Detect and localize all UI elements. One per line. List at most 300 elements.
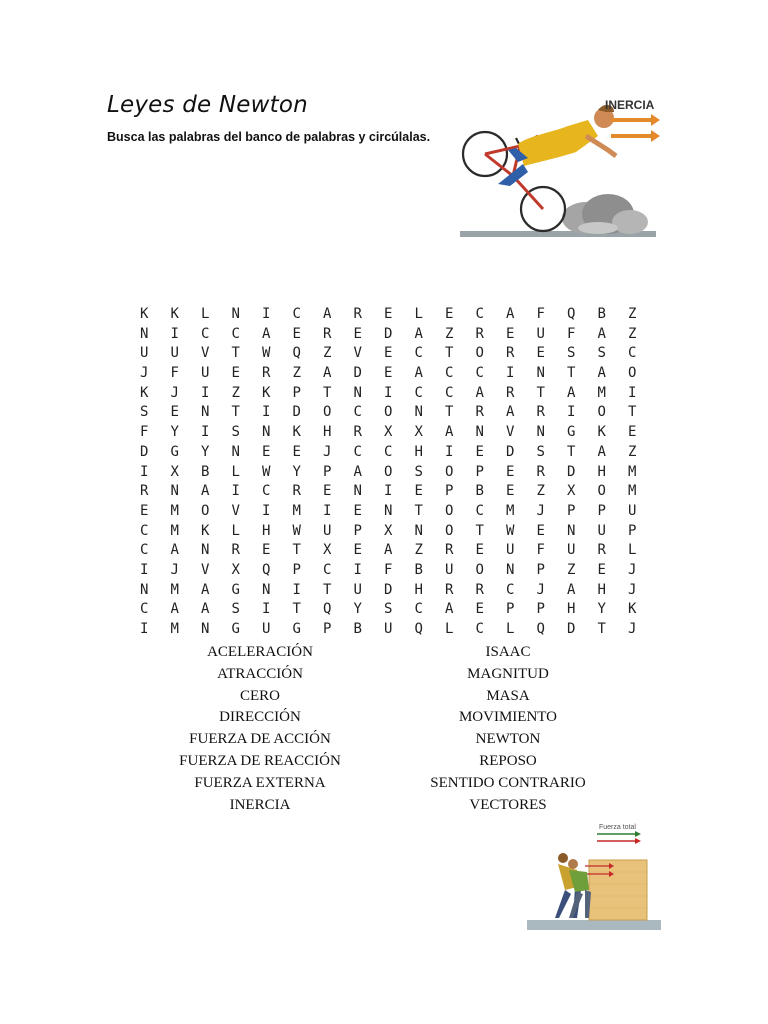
grid-letter[interactable]: T: [445, 404, 454, 421]
word-bank-left: [160, 642, 360, 816]
grid-letter[interactable]: T: [292, 542, 301, 559]
grid-letter[interactable]: A: [170, 542, 179, 559]
grid-letter[interactable]: J: [536, 502, 545, 519]
grid-letter[interactable]: E: [536, 345, 545, 362]
grid-letter[interactable]: V: [201, 345, 210, 362]
grid-letter[interactable]: E: [353, 502, 362, 519]
rocks: [562, 194, 648, 234]
grid-letter[interactable]: Z: [628, 325, 637, 342]
grid-letter[interactable]: R: [353, 306, 362, 322]
grid-letter[interactable]: P: [292, 561, 301, 578]
grid-letter[interactable]: C: [414, 601, 423, 618]
grid-letter[interactable]: Z: [567, 561, 576, 578]
grid-letter[interactable]: R: [292, 483, 301, 500]
grid-letter[interactable]: P: [445, 483, 454, 500]
grid-letter[interactable]: E: [597, 561, 606, 578]
grid-letter[interactable]: H: [567, 601, 576, 618]
grid-letter[interactable]: K: [628, 601, 637, 618]
grid-letter[interactable]: P: [628, 522, 637, 539]
grid-letter[interactable]: P: [475, 463, 484, 480]
grid-letter[interactable]: C: [353, 404, 362, 421]
grid-letter[interactable]: D: [353, 365, 362, 382]
grid-letter[interactable]: Z: [323, 345, 332, 362]
grid-letter[interactable]: Z: [231, 384, 240, 401]
grid-letter[interactable]: I: [323, 502, 332, 519]
grid-letter[interactable]: I: [201, 384, 210, 401]
grid-letter[interactable]: C: [262, 483, 271, 500]
grid-letter[interactable]: N: [231, 443, 240, 460]
grid-letter[interactable]: D: [140, 443, 149, 460]
grid-letter[interactable]: M: [170, 621, 179, 637]
grid-letter[interactable]: V: [201, 561, 210, 578]
grid-letter[interactable]: S: [536, 443, 545, 460]
grid-letter[interactable]: F: [536, 542, 545, 559]
grid-letter[interactable]: C: [475, 306, 484, 322]
grid-letter[interactable]: G: [292, 621, 301, 637]
grid-letter[interactable]: C: [414, 345, 423, 362]
grid-letter[interactable]: C: [475, 502, 484, 519]
grid-letter[interactable]: H: [597, 463, 606, 480]
grid-letter[interactable]: N: [262, 424, 271, 441]
grid-letter[interactable]: R: [506, 345, 515, 362]
grid-letter[interactable]: K: [201, 522, 210, 539]
grid-letter[interactable]: I: [384, 384, 393, 401]
grid-letter[interactable]: M: [628, 483, 637, 500]
grid-letter[interactable]: A: [384, 542, 393, 559]
grid-letter[interactable]: T: [567, 443, 576, 460]
grid-letter[interactable]: I: [170, 325, 179, 342]
grid-letter[interactable]: Y: [597, 601, 606, 618]
grid-letter[interactable]: B: [201, 463, 210, 480]
total-force-label: Fuerza total: [599, 824, 636, 831]
grid-letter[interactable]: H: [323, 424, 332, 441]
grid-letter[interactable]: E: [414, 483, 423, 500]
grid-letter[interactable]: A: [353, 463, 362, 480]
grid-letter[interactable]: X: [567, 483, 576, 500]
grid-letter[interactable]: N: [201, 404, 210, 421]
grid-letter[interactable]: T: [231, 404, 240, 421]
grid-letter[interactable]: I: [140, 463, 149, 480]
grid-letter[interactable]: U: [262, 621, 271, 637]
grid-letter[interactable]: A: [445, 601, 454, 618]
grid-letter[interactable]: F: [170, 365, 179, 382]
grid-letter[interactable]: R: [506, 384, 515, 401]
grid-letter[interactable]: C: [140, 522, 149, 539]
grid-letter[interactable]: R: [536, 463, 545, 480]
grid-letter[interactable]: E: [506, 463, 515, 480]
grid-letter[interactable]: H: [262, 522, 271, 539]
grid-letter[interactable]: T: [628, 404, 637, 421]
grid-letter[interactable]: D: [567, 621, 576, 637]
grid-letter[interactable]: K: [140, 306, 149, 322]
grid-letter[interactable]: J: [323, 443, 332, 460]
grid-letter[interactable]: A: [597, 325, 606, 342]
grid-letter[interactable]: E: [475, 443, 484, 460]
grid-letter[interactable]: T: [414, 502, 423, 519]
grid-letter[interactable]: H: [597, 581, 606, 598]
grid-letter[interactable]: A: [262, 325, 271, 342]
grid-letter[interactable]: M: [292, 502, 301, 519]
grid-letter[interactable]: A: [506, 306, 515, 322]
grid-letter[interactable]: N: [231, 306, 240, 322]
grid-letter[interactable]: E: [384, 306, 393, 322]
grid-letter[interactable]: N: [536, 424, 545, 441]
word-bank-item: VECTORES: [469, 796, 547, 813]
grid-letter[interactable]: S: [414, 463, 423, 480]
grid-letter[interactable]: E: [445, 306, 454, 322]
grid-letter[interactable]: C: [628, 345, 637, 362]
grid-letter[interactable]: X: [323, 542, 332, 559]
grid-letter[interactable]: P: [353, 522, 362, 539]
grid-letter[interactable]: N: [567, 522, 576, 539]
grid-letter[interactable]: N: [353, 483, 362, 500]
grid-letter[interactable]: C: [506, 581, 515, 598]
grid-letter[interactable]: C: [384, 443, 393, 460]
grid-letter[interactable]: G: [231, 581, 240, 598]
word-bank-item: DIRECCIÓN: [219, 709, 301, 726]
grid-letter[interactable]: Q: [323, 601, 332, 618]
grid-letter[interactable]: L: [445, 621, 454, 637]
grid-letter[interactable]: O: [445, 463, 454, 480]
grid-letter[interactable]: A: [597, 365, 606, 382]
grid-letter[interactable]: A: [170, 601, 179, 618]
grid-letter[interactable]: T: [536, 384, 545, 401]
grid-letter[interactable]: U: [597, 522, 606, 539]
grid-letter[interactable]: M: [170, 522, 179, 539]
grid-letter[interactable]: P: [536, 561, 545, 578]
grid-letter[interactable]: O: [628, 365, 637, 382]
grid-letter[interactable]: I: [140, 561, 149, 578]
grid-letter[interactable]: E: [262, 443, 271, 460]
grid-letter[interactable]: I: [506, 365, 515, 382]
grid-letter[interactable]: Y: [201, 443, 210, 460]
grid-letter[interactable]: A: [567, 384, 576, 401]
grid-letter[interactable]: P: [597, 502, 606, 519]
grid-letter[interactable]: B: [353, 621, 362, 637]
grid-letter[interactable]: C: [445, 384, 454, 401]
instructions-text: Busca las palabras del banco de palabras y circúlalas.: [107, 130, 431, 144]
grid-letter[interactable]: A: [201, 483, 210, 500]
grid-letter[interactable]: P: [292, 384, 301, 401]
grid-letter[interactable]: S: [567, 345, 576, 362]
grid-letter[interactable]: Q: [536, 621, 545, 637]
grid-letter[interactable]: I: [262, 502, 271, 519]
grid-letter[interactable]: W: [262, 345, 271, 362]
grid-letter[interactable]: O: [323, 404, 332, 421]
grid-letter[interactable]: T: [292, 601, 301, 618]
grid-letter[interactable]: N: [414, 404, 423, 421]
grid-letter[interactable]: I: [262, 306, 271, 322]
grid-letter[interactable]: O: [475, 345, 484, 362]
grid-letter[interactable]: R: [353, 424, 362, 441]
grid-letter[interactable]: Q: [567, 306, 576, 322]
word-bank-item: FUERZA EXTERNA: [194, 774, 326, 791]
grid-letter[interactable]: G: [231, 621, 240, 637]
grid-letter[interactable]: N: [475, 424, 484, 441]
grid-letter[interactable]: A: [414, 325, 423, 342]
grid-letter[interactable]: R: [475, 404, 484, 421]
grid-letter[interactable]: J: [170, 561, 179, 578]
grid-letter[interactable]: I: [384, 483, 393, 500]
grid-letter[interactable]: U: [170, 345, 179, 362]
grid-letter[interactable]: K: [170, 306, 179, 322]
word-bank-item: MAGNITUD: [467, 665, 549, 682]
grid-letter[interactable]: A: [201, 601, 210, 618]
grid-letter[interactable]: H: [414, 443, 423, 460]
grid-letter[interactable]: A: [445, 424, 454, 441]
grid-letter[interactable]: A: [201, 581, 210, 598]
grid-letter[interactable]: R: [597, 542, 606, 559]
grid-letter[interactable]: U: [506, 542, 515, 559]
grid-letter[interactable]: P: [323, 463, 332, 480]
grid-letter[interactable]: D: [567, 463, 576, 480]
grid-letter[interactable]: D: [384, 325, 393, 342]
grid-letter[interactable]: J: [170, 384, 179, 401]
grid-letter[interactable]: W: [292, 522, 301, 539]
grid-letter[interactable]: E: [506, 325, 515, 342]
grid-letter[interactable]: X: [170, 463, 179, 480]
grid-letter[interactable]: E: [384, 365, 393, 382]
grid-letter[interactable]: N: [384, 502, 393, 519]
grid-letter[interactable]: N: [536, 365, 545, 382]
grid-letter[interactable]: V: [231, 502, 240, 519]
grid-letter[interactable]: E: [292, 443, 301, 460]
grid-letter[interactable]: S: [231, 424, 240, 441]
grid-letter[interactable]: C: [323, 561, 332, 578]
grid-letter[interactable]: A: [567, 581, 576, 598]
grid-letter[interactable]: C: [475, 621, 484, 637]
grid-letter[interactable]: E: [292, 325, 301, 342]
grid-letter[interactable]: T: [231, 345, 240, 362]
grid-letter[interactable]: C: [140, 542, 149, 559]
grid-letter[interactable]: T: [445, 345, 454, 362]
grid-letter[interactable]: R: [140, 483, 149, 500]
grid-letter[interactable]: J: [628, 621, 637, 637]
grid-letter[interactable]: S: [597, 345, 606, 362]
grid-letter[interactable]: A: [597, 443, 606, 460]
grid-letter[interactable]: E: [262, 542, 271, 559]
grid-letter[interactable]: F: [384, 561, 393, 578]
grid-letter[interactable]: U: [353, 581, 362, 598]
grid-letter[interactable]: N: [353, 384, 362, 401]
grid-letter[interactable]: O: [384, 463, 393, 480]
grid-letter[interactable]: D: [292, 404, 301, 421]
grid-letter[interactable]: Y: [353, 601, 362, 618]
grid-letter[interactable]: Y: [170, 424, 179, 441]
grid-letter[interactable]: O: [201, 502, 210, 519]
grid-letter[interactable]: F: [536, 306, 545, 322]
grid-letter[interactable]: U: [140, 345, 149, 362]
grid-letter[interactable]: C: [445, 365, 454, 382]
grid-letter[interactable]: K: [140, 384, 149, 401]
grid-letter[interactable]: U: [536, 325, 545, 342]
grid-letter[interactable]: B: [414, 561, 423, 578]
grid-letter[interactable]: I: [140, 621, 149, 637]
grid-letter[interactable]: C: [353, 443, 362, 460]
grid-letter[interactable]: X: [231, 561, 240, 578]
total-force-illustration: [525, 820, 663, 934]
grid-letter[interactable]: L: [628, 542, 637, 559]
grid-letter[interactable]: O: [445, 522, 454, 539]
grid-letter[interactable]: F: [567, 325, 576, 342]
grid-letter[interactable]: M: [506, 502, 515, 519]
grid-letter[interactable]: I: [262, 601, 271, 618]
grid-letter[interactable]: A: [475, 384, 484, 401]
grid-letter[interactable]: E: [170, 404, 179, 421]
grid-letter[interactable]: Z: [292, 365, 301, 382]
grid-letter[interactable]: V: [353, 345, 362, 362]
grid-letter[interactable]: W: [262, 463, 271, 480]
grid-letter[interactable]: U: [201, 365, 210, 382]
grid-letter[interactable]: I: [445, 443, 454, 460]
grid-letter[interactable]: C: [292, 306, 301, 322]
grid-letter[interactable]: L: [414, 306, 423, 322]
grid-letter[interactable]: D: [384, 581, 393, 598]
grid-letter[interactable]: J: [536, 581, 545, 598]
grid-letter[interactable]: U: [445, 561, 454, 578]
grid-letter[interactable]: E: [475, 542, 484, 559]
grid-letter[interactable]: J: [628, 561, 637, 578]
grid-letter[interactable]: Q: [292, 345, 301, 362]
grid-letter[interactable]: Q: [262, 561, 271, 578]
grid-letter[interactable]: S: [231, 601, 240, 618]
grid-letter[interactable]: R: [475, 581, 484, 598]
grid-letter[interactable]: B: [475, 483, 484, 500]
grid-letter[interactable]: L: [201, 306, 210, 322]
grid-letter[interactable]: Z: [628, 306, 637, 322]
grid-letter[interactable]: X: [384, 522, 393, 539]
grid-letter[interactable]: A: [414, 365, 423, 382]
grid-letter[interactable]: I: [567, 404, 576, 421]
grid-letter[interactable]: I: [262, 404, 271, 421]
grid-letter[interactable]: N: [506, 561, 515, 578]
grid-letter[interactable]: E: [323, 483, 332, 500]
grid-letter[interactable]: E: [384, 345, 393, 362]
grid-letter[interactable]: K: [597, 424, 606, 441]
grid-letter[interactable]: E: [353, 325, 362, 342]
grid-letter[interactable]: G: [567, 424, 576, 441]
grid-letter[interactable]: R: [536, 404, 545, 421]
grid-letter[interactable]: U: [567, 542, 576, 559]
grid-letter[interactable]: Y: [292, 463, 301, 480]
grid-letter[interactable]: L: [231, 463, 240, 480]
grid-letter[interactable]: S: [140, 404, 149, 421]
grid-letter[interactable]: A: [506, 404, 515, 421]
grid-letter[interactable]: E: [536, 522, 545, 539]
grid-letter[interactable]: L: [231, 522, 240, 539]
grid-letter[interactable]: T: [597, 621, 606, 637]
grid-letter[interactable]: N: [170, 483, 179, 500]
grid-letter[interactable]: M: [170, 502, 179, 519]
grid-letter[interactable]: R: [231, 542, 240, 559]
grid-letter[interactable]: I: [628, 384, 637, 401]
grid-letter[interactable]: R: [262, 365, 271, 382]
grid-letter[interactable]: N: [140, 581, 149, 598]
grid-letter[interactable]: I: [201, 424, 210, 441]
grid-letter[interactable]: I: [231, 483, 240, 500]
grid-letter[interactable]: E: [140, 502, 149, 519]
grid-letter[interactable]: P: [567, 502, 576, 519]
grid-letter[interactable]: R: [323, 325, 332, 342]
grid-letter[interactable]: Z: [445, 325, 454, 342]
grid-letter[interactable]: J: [140, 365, 149, 382]
grid-letter[interactable]: O: [475, 561, 484, 578]
grid-letter[interactable]: M: [170, 581, 179, 598]
grid-letter[interactable]: O: [384, 404, 393, 421]
grid-letter[interactable]: O: [445, 502, 454, 519]
grid-letter[interactable]: T: [567, 365, 576, 382]
grid-letter[interactable]: R: [445, 581, 454, 598]
grid-letter[interactable]: Z: [414, 542, 423, 559]
grid-letter[interactable]: N: [201, 542, 210, 559]
grid-letter[interactable]: M: [628, 463, 637, 480]
grid-letter[interactable]: C: [231, 325, 240, 342]
grid-letter[interactable]: U: [323, 522, 332, 539]
word-bank-item: ISAAC: [485, 644, 531, 660]
word-search-grid: [129, 305, 648, 640]
grid-letter[interactable]: V: [506, 424, 515, 441]
grid-letter[interactable]: T: [323, 581, 332, 598]
grid-letter[interactable]: N: [414, 522, 423, 539]
grid-letter[interactable]: K: [292, 424, 301, 441]
grid-letter[interactable]: C: [414, 384, 423, 401]
grid-letter[interactable]: T: [475, 522, 484, 539]
grid-letter[interactable]: R: [475, 325, 484, 342]
grid-letter[interactable]: O: [597, 483, 606, 500]
grid-letter[interactable]: E: [628, 424, 637, 441]
grid-letter[interactable]: O: [597, 404, 606, 421]
grid-letter[interactable]: C: [201, 325, 210, 342]
grid-letter[interactable]: E: [475, 601, 484, 618]
grid-letter[interactable]: N: [262, 581, 271, 598]
grid-letter[interactable]: W: [506, 522, 515, 539]
grid-letter[interactable]: H: [414, 581, 423, 598]
grid-letter[interactable]: P: [536, 601, 545, 618]
grid-letter[interactable]: L: [506, 621, 515, 637]
grid-letter[interactable]: N: [201, 621, 210, 637]
grid-letter[interactable]: Z: [628, 443, 637, 460]
grid-letter[interactable]: C: [140, 601, 149, 618]
grid-letter[interactable]: C: [475, 365, 484, 382]
grid-letter[interactable]: E: [231, 365, 240, 382]
grid-letter[interactable]: B: [597, 306, 606, 322]
grid-letter[interactable]: M: [597, 384, 606, 401]
grid-letter[interactable]: T: [323, 384, 332, 401]
grid-letter[interactable]: G: [170, 443, 179, 460]
grid-letter[interactable]: Z: [536, 483, 545, 500]
grid-letter[interactable]: J: [628, 581, 637, 598]
grid-letter[interactable]: K: [262, 384, 271, 401]
grid-letter[interactable]: D: [506, 443, 515, 460]
grid-letter[interactable]: F: [140, 424, 149, 441]
grid-letter[interactable]: U: [384, 621, 393, 637]
grid-letter[interactable]: E: [353, 542, 362, 559]
grid-letter[interactable]: E: [506, 483, 515, 500]
grid-letter[interactable]: Q: [414, 621, 423, 637]
grid-letter[interactable]: P: [506, 601, 515, 618]
grid-letter[interactable]: I: [353, 561, 362, 578]
grid-letter[interactable]: X: [384, 424, 393, 441]
grid-letter[interactable]: R: [445, 542, 454, 559]
grid-letter[interactable]: I: [292, 581, 301, 598]
grid-letter[interactable]: A: [323, 306, 332, 322]
grid-letter[interactable]: X: [414, 424, 423, 441]
grid-letter[interactable]: P: [323, 621, 332, 637]
grid-letter[interactable]: N: [140, 325, 149, 342]
grid-letter[interactable]: A: [323, 365, 332, 382]
grid-letter[interactable]: U: [628, 502, 637, 519]
grid-letter[interactable]: S: [384, 601, 393, 618]
